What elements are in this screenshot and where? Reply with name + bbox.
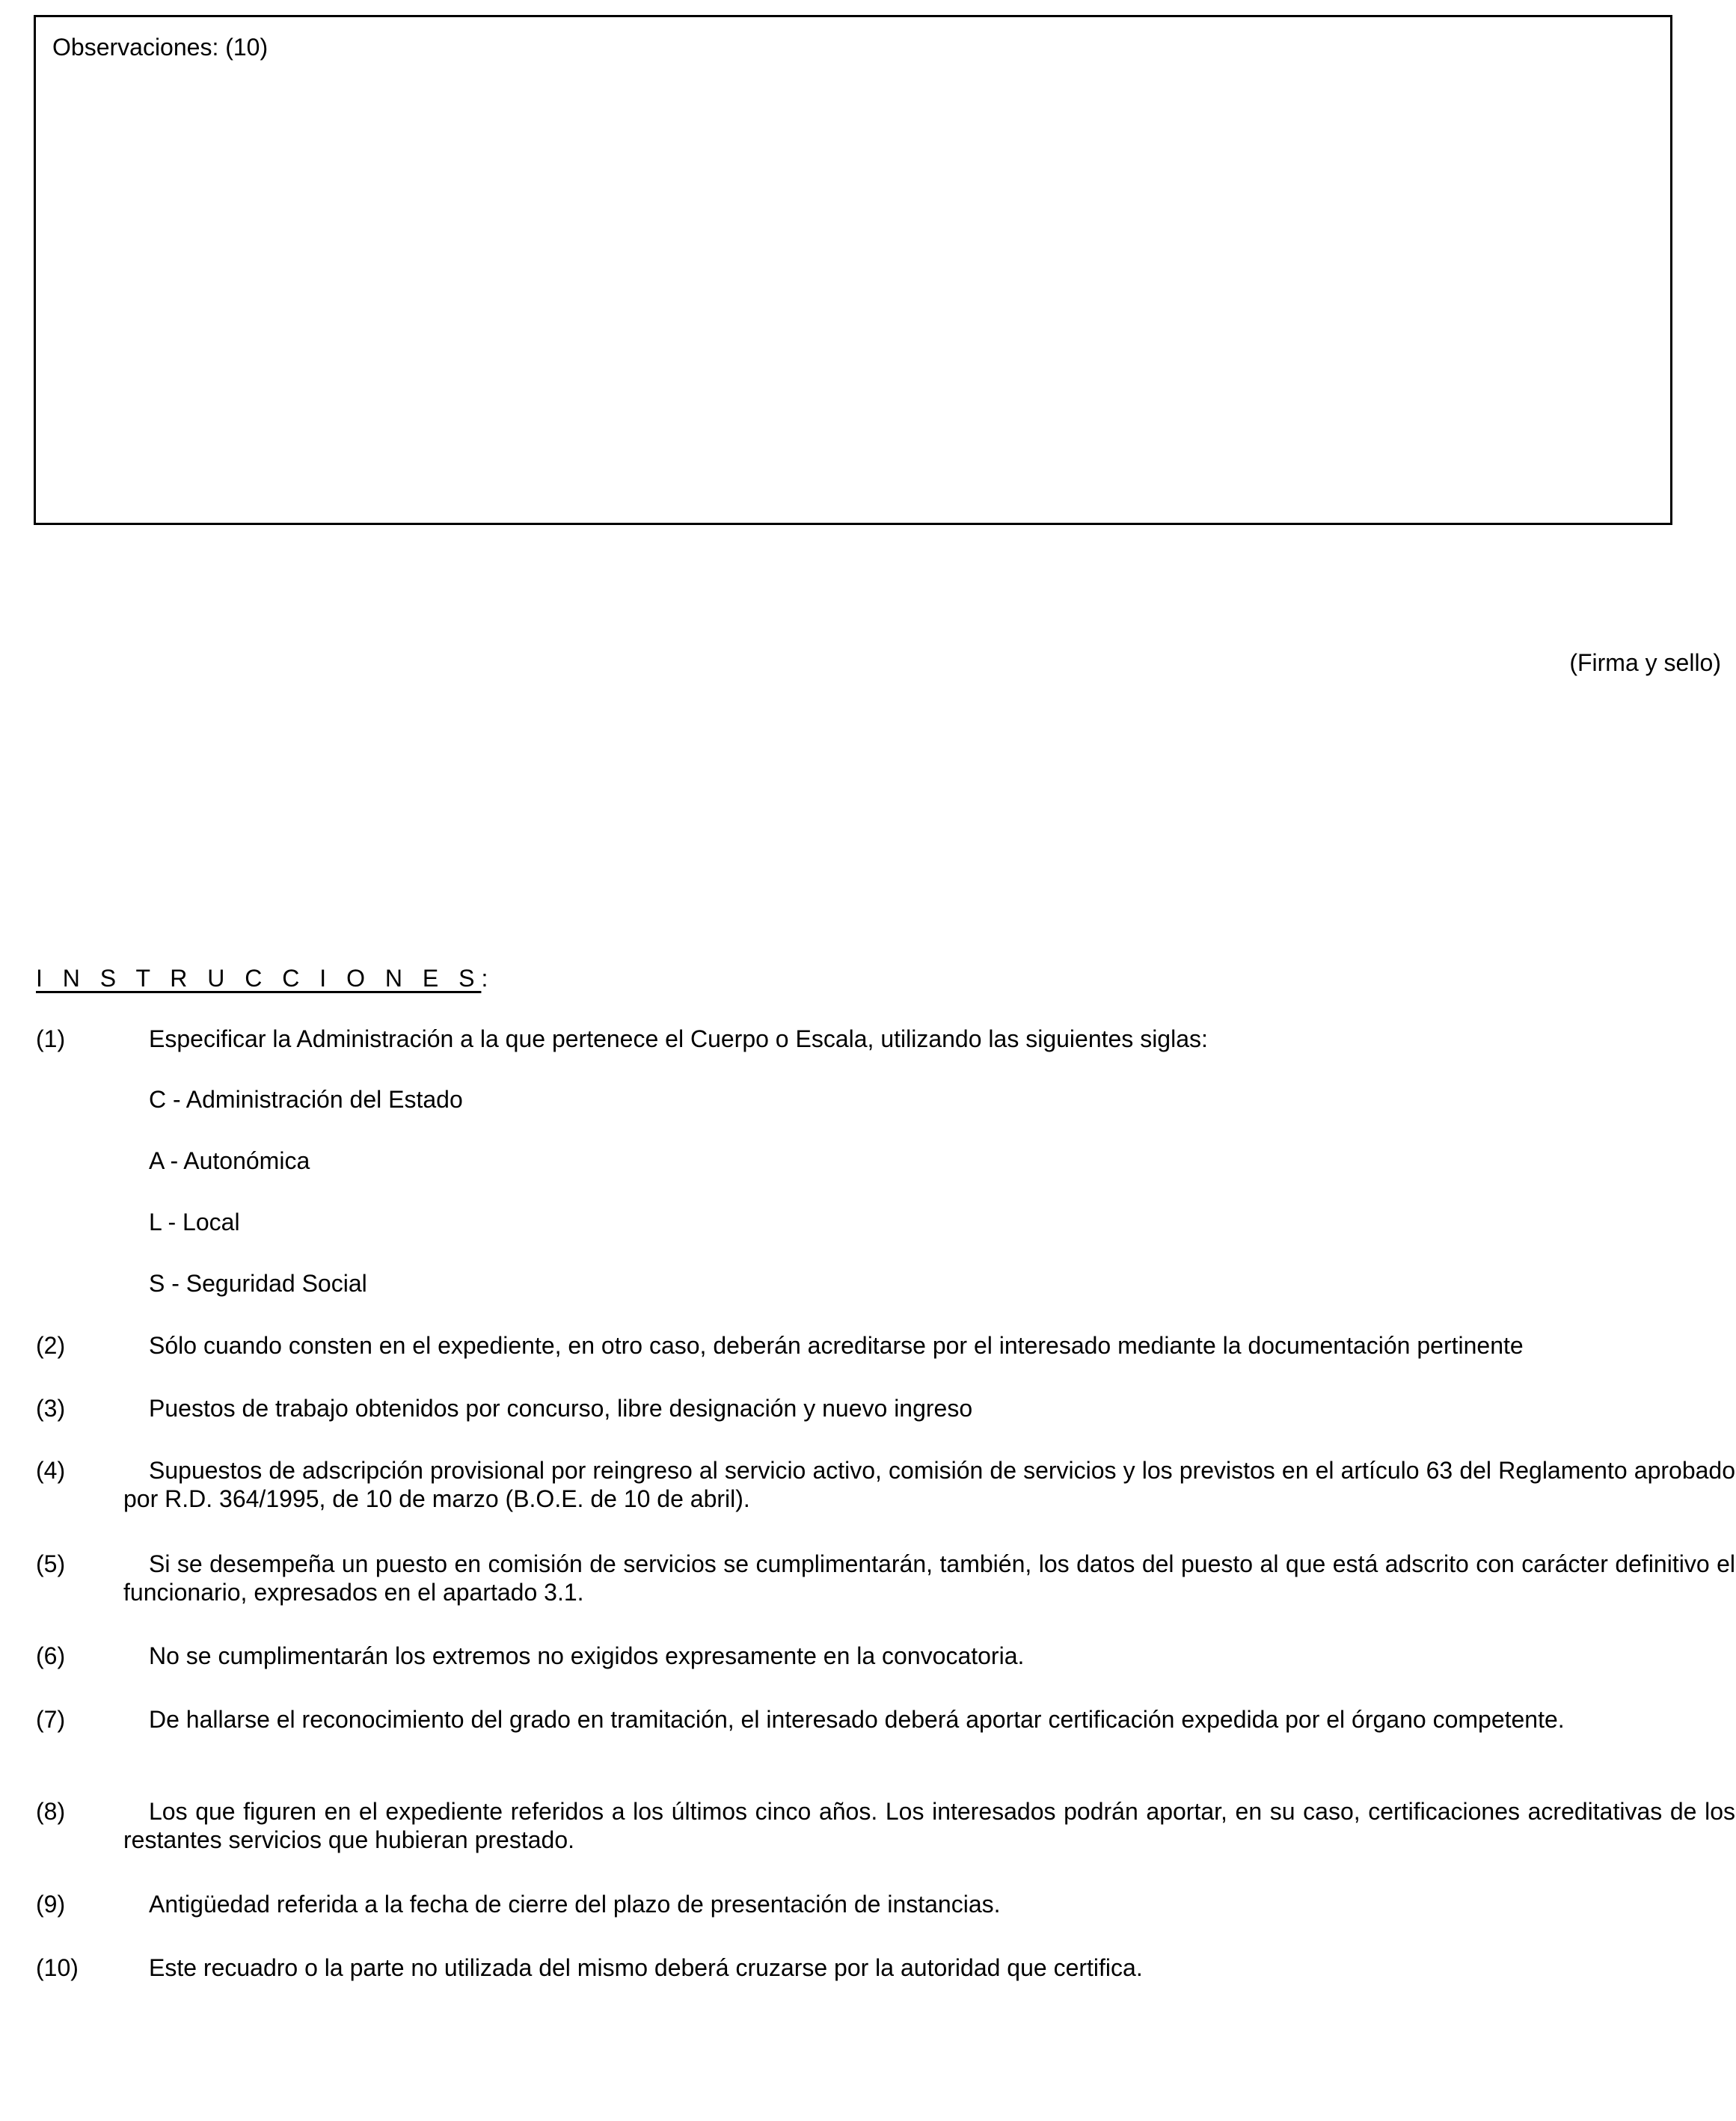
item-text: Sólo cuando consten en el expediente, en otro caso, deberán acreditarse por el interesado mediante la documentación pertinente [149,1332,1524,1359]
item-text: Puestos de trabajo obtenidos por concurso, libre designación y nuevo ingreso [149,1395,973,1422]
item-text: Los que figuren en el expediente referidos a los últimos cinco años. Los interesados podrán aportar, en su caso, certificaciones acreditativas de los restantes servicios que hubieran prestado. [123,1798,1735,1853]
item-number: (9) [36,1891,66,1918]
item-number: (10) [36,1954,79,1981]
item-number: (2) [36,1332,66,1359]
item-number: (6) [36,1642,66,1669]
item-number: (5) [36,1550,66,1577]
sigla-s: S - Seguridad Social [149,1270,367,1297]
sigla-a: A - Autonómica [149,1147,310,1174]
sigla-l: L - Local [149,1209,240,1236]
item-number: (8) [36,1798,66,1825]
instructions-title-colon: : [481,965,495,992]
item-text: Este recuadro o la parte no utilizada del mismo deberá cruzarse por la autoridad que certifica. [149,1954,1143,1981]
observations-box [34,15,1672,525]
item-text: Especificar la Administración a la que pertenece el Cuerpo o Escala, utilizando las siguientes siglas: [149,1025,1208,1052]
item-text: No se cumplimentarán los extremos no exigidos expresamente en la convocatoria. [149,1642,1025,1669]
item-number: (1) [36,1025,66,1052]
item-number: (3) [36,1395,66,1422]
item-number: (4) [36,1457,66,1484]
item-text: Supuestos de adscripción provisional por reingreso al servicio activo, comisión de servicios y los previstos en el artículo 63 del Reglamento aprobado por R.D. 364/1995, de 10 de marzo (B.O.E. de 10 de abril). [123,1457,1735,1512]
instructions-title [36,965,494,992]
item-number: (7) [36,1706,66,1733]
item-text: De hallarse el reconocimiento del grado en tramitación, el interesado deberá aportar certificación expedida por el órgano competente. [149,1706,1565,1733]
item-text: Antigüedad referida a la fecha de cierre del plazo de presentación de instancias. [149,1891,1001,1918]
sigla-c: C - Administración del Estado [149,1086,463,1113]
signature-label: (Firma y sello) [1569,649,1721,676]
item-text: Si se desempeña un puesto en comisión de servicios se cumplimentarán, también, los datos del puesto al que está adscrito con carácter definitivo el funcionario, expresados en el apartado 3.1. [123,1550,1735,1606]
instructions-title-text: I N S T R U C C I O N E S [36,965,482,992]
observations-label: Observaciones: (10) [52,34,269,61]
